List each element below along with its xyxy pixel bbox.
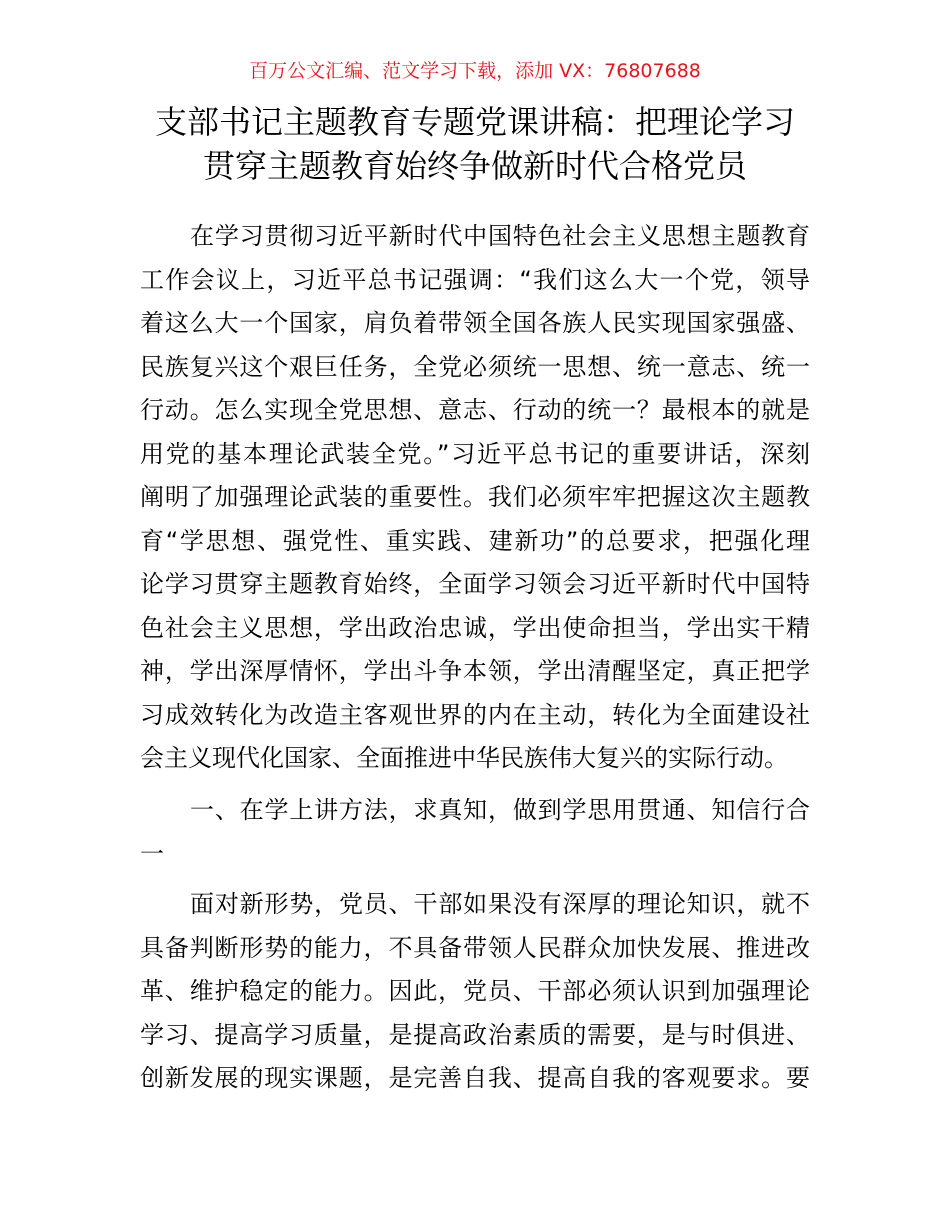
text-line: 面对新形势，党员、干部如果没有深厚的理论知识，就不 [190,890,810,918]
text-line: 革、维护稳定的能力。因此，党员、干部必须认识到加强理论 [140,977,810,1005]
text-line: 民族复兴这个艰巨任务，全党必须统一思想、统一意志、统一 [140,352,810,381]
paragraph [140,883,810,1101]
watermark-banner: 百万公文汇编、范文学习下载，添加 VX：76807688 [249,60,701,82]
text-line: 习成效转化为改造主客观世界的内在主动，转化为全面建设社 [140,700,810,729]
section-heading [140,789,810,876]
text-line: 工作会议上，习近平总书记强调：“我们这么大一个党，领导 [140,265,810,294]
text-line: 创新发展的现实课题，是完善自我、提高自我的客观要求。要 [140,1064,810,1092]
text-line: 在学习贯彻习近平新时代中国特色社会主义思想主题教育 [190,222,810,250]
title-line: 支部书记主题教育专题党课讲稿：把理论学习 [154,103,795,141]
text-line: 神，学出深厚情怀，学出斗争本领，学出清醒坚定，真正把学 [140,657,810,685]
text-line: 论学习贯穿主题教育始终，全面学习领会习近平新时代中国特 [140,570,810,598]
text-line: 会主义现代化国家、全面推进中华民族伟大复兴的实际行动。 [140,744,788,772]
text-line: 一、在学上讲方法，求真知，做到学思用贯通、知信行合 [190,796,810,824]
text-line: 具备判断形势的能力，不具备带领人民群众加快发展、推进改 [140,933,810,962]
paragraph [140,215,810,781]
text-line: 用党的基本理论武装全党。”习近平总书记的重要讲话，深刻 [140,439,810,468]
title-line: 贯穿主题教育始终争做新时代合格党员 [202,147,747,185]
text-line: 阐明了加强理论武装的重要性。我们必须牢牢把握这次主题教 [140,483,810,511]
text-line: 着这么大一个国家，肩负着带领全国各族人民实现国家强盛、 [140,309,810,337]
document-title [140,100,810,188]
text-line: 色社会主义思想，学出政治忠诚，学出使命担当，学出实干精 [140,613,810,642]
text-line: 行动。怎么实现全党思想、意志、行动的统一？最根本的就是 [140,396,810,424]
text-line: 一 [140,839,164,868]
text-line: 学习、提高学习质量，是提高政治素质的需要，是与时俱进、 [140,1020,810,1049]
text-line: 育“学思想、强党性、重实践、建新功”的总要求，把强化理 [140,526,810,555]
